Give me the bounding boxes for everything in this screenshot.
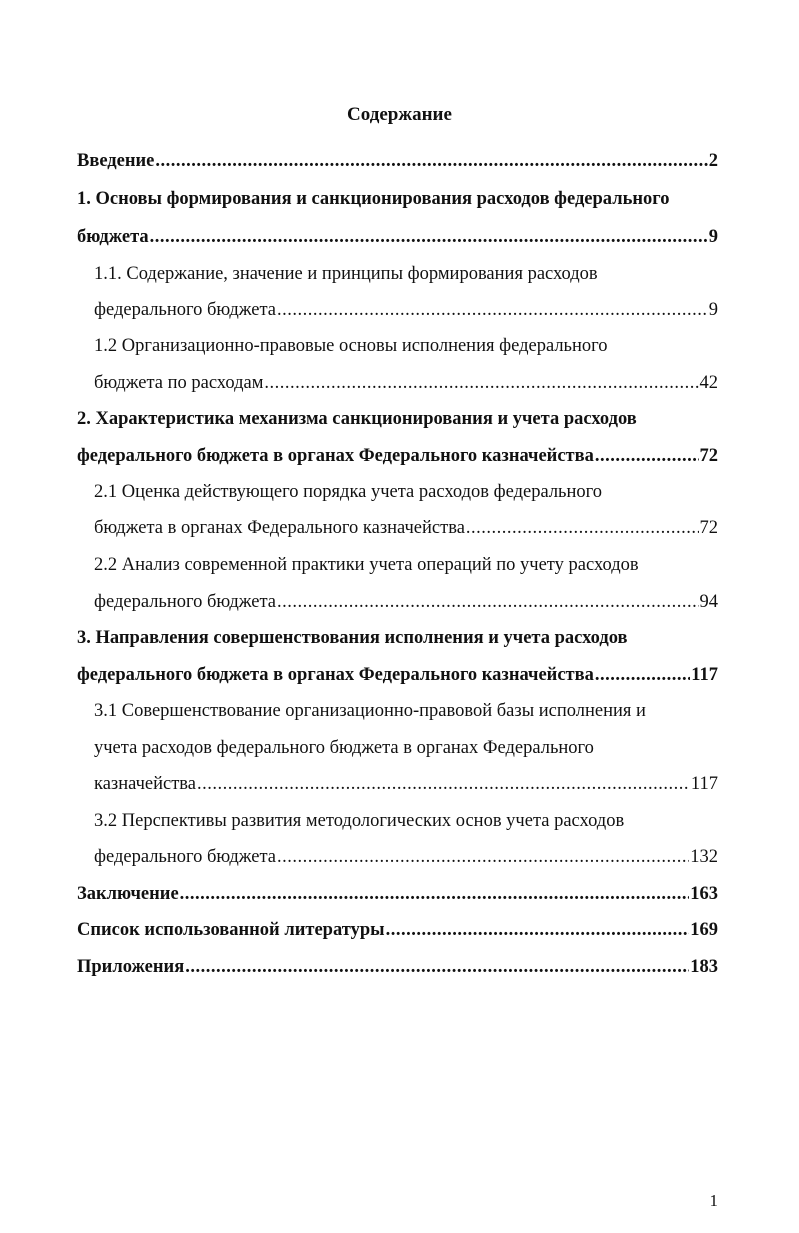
toc-entry-text: 1. Основы формирования и санкционирования расходов федерального — [77, 189, 670, 209]
toc-leader-dots — [264, 370, 698, 396]
toc-entry-text: федерального бюджета — [94, 592, 277, 612]
toc-entry-text: бюджета в органах Федерального казначейства — [94, 518, 465, 538]
toc-entry-page: 117 — [690, 774, 718, 794]
toc-entry-text: учета расходов федерального бюджета в органах Федерального — [94, 738, 594, 758]
toc-entry-text: федерального бюджета — [94, 847, 277, 867]
toc-entry-text: 3. Направления совершенствования исполнения и учета расходов — [77, 628, 628, 648]
toc-entry-page: 72 — [699, 518, 718, 538]
toc-entry — [94, 515, 718, 541]
page-number: 1 — [709, 1191, 718, 1210]
toc-leader-dots — [180, 881, 690, 907]
toc-entry-text: федерального бюджета в органах Федерального казначейства — [77, 665, 594, 685]
toc-entry — [94, 589, 718, 615]
toc-entry — [94, 370, 718, 396]
toc-entry — [77, 443, 718, 469]
toc-entry-page: 163 — [690, 884, 718, 904]
toc-entry — [94, 735, 718, 761]
toc-entry — [77, 406, 718, 432]
toc-entry — [94, 261, 718, 287]
toc-entry-text: казначейства — [94, 774, 197, 794]
toc-entry — [77, 625, 718, 651]
toc-entry — [77, 954, 718, 980]
toc-entry-text: 3.2 Перспективы развития методологических основ учета расходов — [94, 811, 625, 831]
toc-entry-text: 2.2 Анализ современной практики учета операций по учету расходов — [94, 555, 639, 575]
toc-entry-page: 9 — [708, 300, 718, 320]
toc-leader-dots — [277, 589, 698, 615]
toc-entry-text: 2. Характеристика механизма санкционирования и учета расходов — [77, 409, 637, 429]
toc-entry-text: Заключение — [77, 884, 179, 904]
toc-entry-page: 9 — [708, 227, 718, 247]
toc-entry — [77, 881, 718, 907]
page-title: Содержание — [347, 104, 452, 125]
toc-entry — [77, 224, 718, 250]
toc-entry-page: 169 — [690, 920, 718, 940]
toc-entry-text: Список использованной литературы — [77, 920, 385, 940]
toc-entry — [77, 148, 718, 174]
toc-entry-text: 1.2 Организационно-правовые основы исполнения федерального — [94, 336, 608, 356]
toc-entry — [94, 297, 718, 323]
toc-entry — [94, 698, 718, 724]
toc-entry — [94, 333, 718, 359]
toc-entry — [77, 662, 718, 688]
toc-leader-dots — [386, 917, 690, 943]
toc-entry-text: федерального бюджета в органах Федерального казначейства — [77, 446, 594, 466]
toc-entry-page: 183 — [690, 957, 718, 977]
toc-entry-text: федерального бюджета — [94, 300, 277, 320]
toc-leader-dots — [466, 515, 699, 541]
toc-leader-dots — [197, 771, 690, 797]
toc-entry-page: 94 — [699, 592, 718, 612]
toc-entry-page: 132 — [690, 847, 718, 867]
toc-leader-dots — [595, 443, 699, 469]
toc-entry-text: бюджета по расходам — [94, 373, 264, 393]
toc-leader-dots — [277, 844, 689, 870]
toc-entry — [94, 808, 718, 834]
toc-entry-text: 2.1 Оценка действующего порядка учета расходов федерального — [94, 482, 603, 502]
toc-entry-text: Введение — [77, 151, 155, 171]
toc-leader-dots — [185, 954, 689, 980]
toc-entry-page: 72 — [699, 446, 718, 466]
toc-entry-text: 1.1. Содержание, значение и принципы формирования расходов — [94, 264, 598, 284]
toc-entry — [94, 552, 718, 578]
toc-entry-text: Приложения — [77, 957, 185, 977]
toc-entry — [77, 917, 718, 943]
toc-leader-dots — [155, 148, 707, 174]
toc-leader-dots — [595, 662, 690, 688]
toc-entry-page: 2 — [708, 151, 718, 171]
toc-entry — [94, 479, 718, 505]
toc-leader-dots — [150, 224, 708, 250]
toc-entry — [77, 186, 718, 212]
toc-entry — [94, 771, 718, 797]
toc-leader-dots — [277, 297, 708, 323]
table-of-contents — [77, 0, 718, 1000]
toc-entry — [94, 844, 718, 870]
toc-entry-page: 42 — [699, 373, 718, 393]
toc-entry-text: 3.1 Совершенствование организационно-правовой базы исполнения и — [94, 701, 646, 721]
toc-entry-text: бюджета — [77, 227, 149, 247]
toc-entry-page: 117 — [691, 665, 718, 685]
